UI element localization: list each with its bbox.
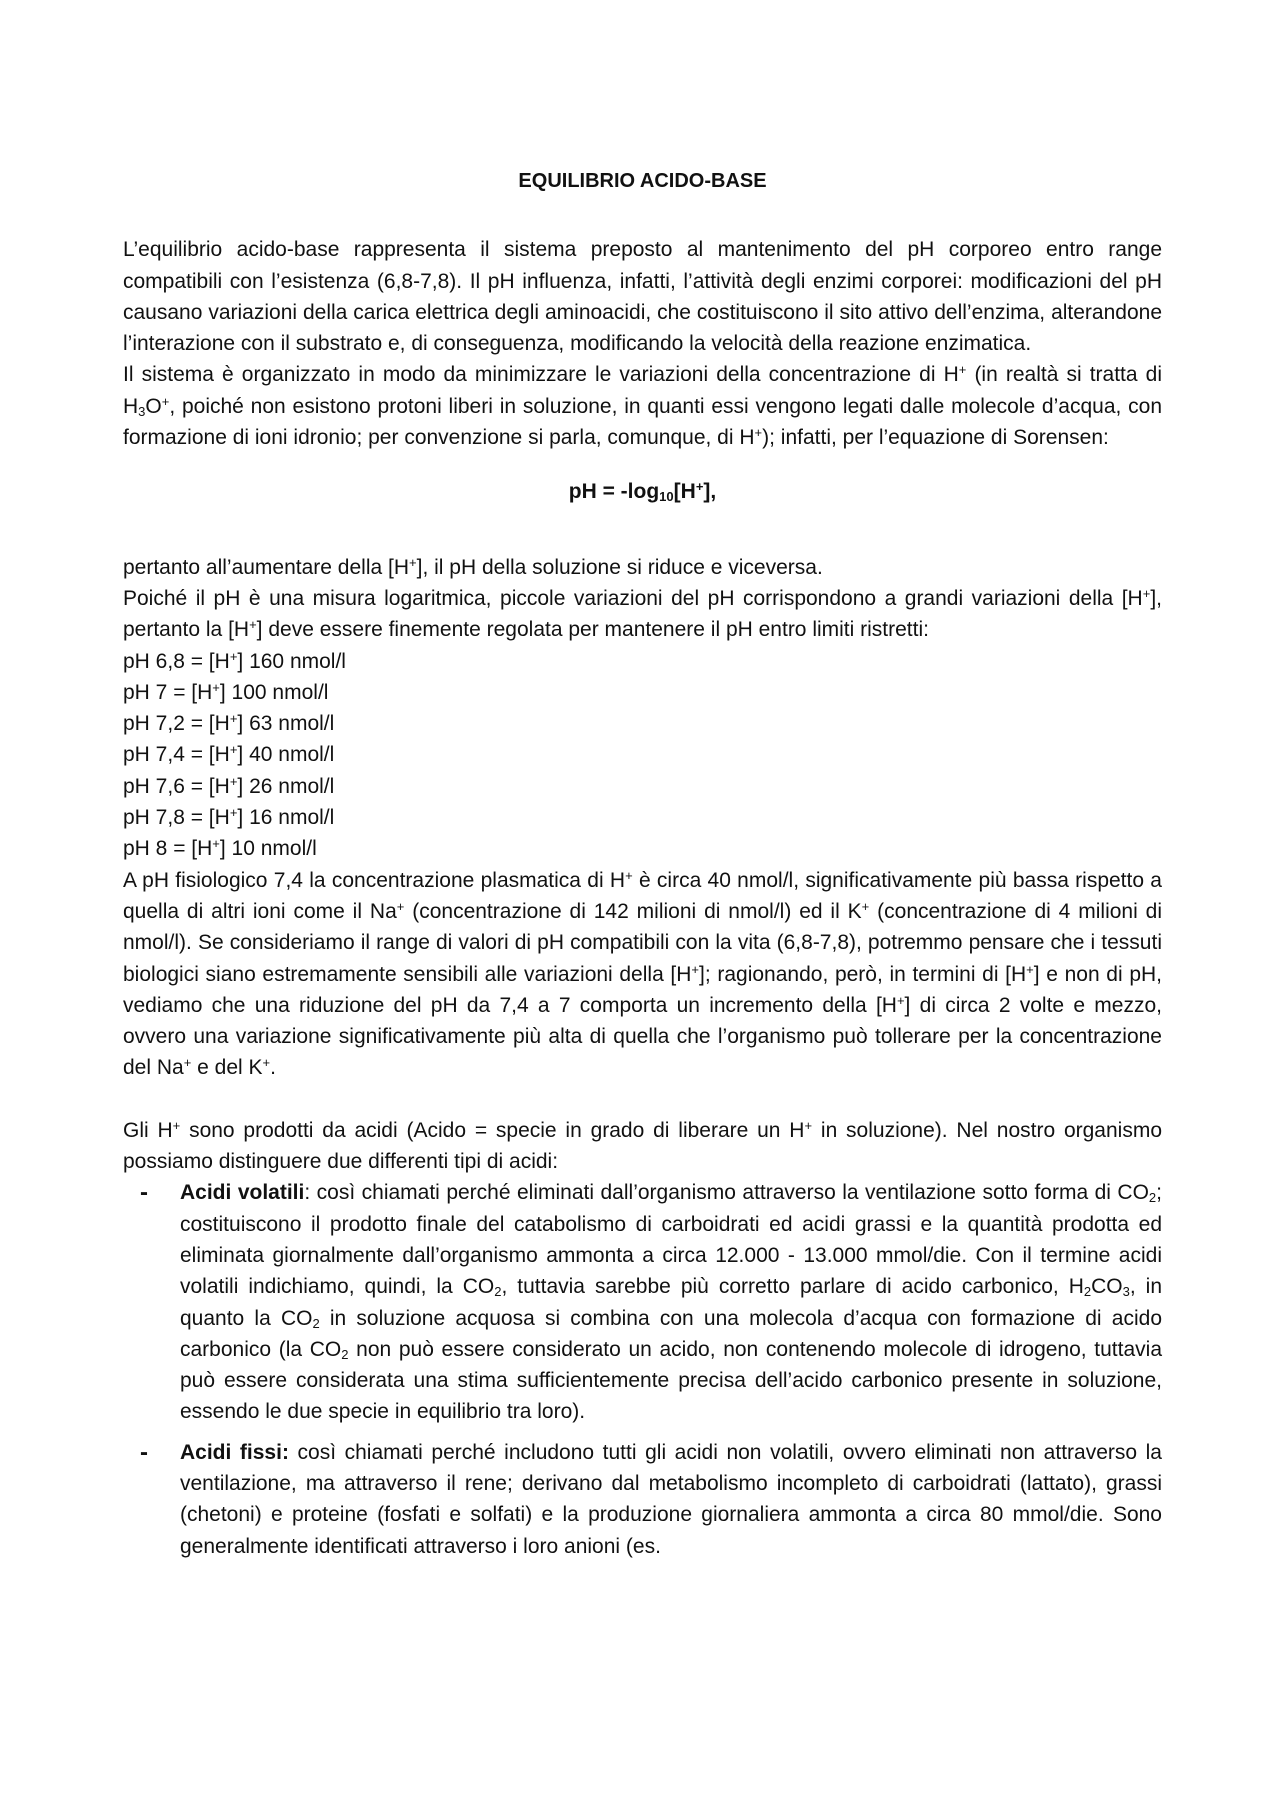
ph-row: pH 7,8 = [H+] 16 nmol/l [123,805,335,830]
ph-row: pH 7 = [H+] 100 nmol/l [123,679,329,704]
ph-row: pH 7,4 = [H+] 40 nmol/l [123,742,335,767]
document-title: EQUILIBRIO ACIDO-BASE [518,170,767,192]
acid-types-list [123,1177,1162,1562]
ph-concentration-list [123,646,1162,865]
term-volatile-acids: Acidi volatili [180,1181,305,1205]
ph-row: pH 8 = [H+] 10 nmol/l [123,836,317,861]
list-item-fixed-acids: - Acidi fissi: così chiamati perché includono tutti gli acidi non volatili, ovvero eliminati non attraverso la ventilazione, ma attraverso il rene; derivano dal metabolismo incompleto di carboidrati (lattato), grassi (chetoni) e proteine (fosfati e solfati) e la produzione giornaliera ammonta a circa 80 mmol/die. Sono generalmente identificati attraverso i loro anioni (es. [140,1438,1162,1558]
term-fixed-acids: Acidi fissi: [180,1440,289,1464]
ph-row: pH 7,2 = [H+] 63 nmol/l [123,711,335,736]
dash-bullet-icon: - [140,1179,148,1207]
dash-bullet-icon: - [140,1438,148,1466]
physiological-paragraph: A pH fisiologico 7,4 la concentrazione plasmatica di H+ è circa 40 nmol/l, significativamente più bassa rispetto a quella di altri ioni come il Na+ (concentrazione di 142 milioni di nmol/l) ed il K+ (concentrazione di 4 milioni di nmol/l). Se consideriamo il range di valori di pH compatibili con la vita (6,8-7,8), potremmo pensare che i tessuti biologici siano estremamente sensibili alle variazioni della [H+]; ragionando, però, in termini di [H+] e non di pH, vediamo che una riduzione del pH da 7,4 a 7 comporta un incremento della [H+] di circa 2 volte e mezzo, ovvero una variazione significativamente più alta di quella che l’organismo può tollerare per la concentrazione del Na+ e del K+. [123,867,1162,1080]
ph-row: pH 7,6 = [H+] 26 nmol/l [123,773,335,798]
acids-intro-paragraph: Gli H+ sono prodotti da acidi (Acido = specie in grado di liberare un H+ in soluzione). Nel nostro organismo possiamo distinguere due differenti tipi di acidi: [123,1117,1162,1174]
logarithmic-paragraph: Poiché il pH è una misura logaritmica, piccole variazioni del pH corrispondono a grandi variazioni della [H+], pertanto la [H+] deve essere finemente regolata per mantenere il pH entro limiti ristretti: [123,585,1162,642]
paragraph-spacer [123,1084,1162,1115]
formula-consequence: pertanto all’aumentare della [H+], il pH della soluzione si riduce e viceversa. [123,554,823,579]
sorensen-formula: pH = $-\log_{10}[H^+]$, [568,479,717,505]
intro-paragraph-2: Il sistema è organizzato in modo da minimizzare le variazioni della concentrazione di H+ (in realtà si tratta di $H_3O^+$, poiché non esistono protoni liberi in soluzione, in quanti essi vengono legati dalle molecole d’acqua, con formazione di ioni idronio; per convenzione si parla, comunque, di H+); infatti, per l’equazione di Sorensen: [123,362,1162,450]
intro-paragraph-1: L’equilibrio acido-base rappresenta il sistema preposto al mantenimento del pH corporeo entro range compatibili con l’esistenza (6,8-7,8). Il pH influenza, infatti, l’attività degli enzimi corporei: modificazioni del pH causano variazioni della carica elettrica degli aminoacidi, che costituiscono il sito attivo dell’enzima, alterandone l’interazione con il substrato e, di conseguenza, modificando la velocità della reazione enzimatica. [123,238,1162,356]
list-item-volatile-acids: - Acidi volatili: così chiamati perché eliminati dall’organismo attraverso la ventilazione sotto forma di $CO_2$; costituiscono il prodotto finale del catabolismo di carboidrati ed acidi grassi e la quantità prodotta ed eliminata giornalmente dall’organismo ammonta a circa 12.000 - 13.000 mmol/die. Con il termine acidi volatili indichiamo, quindi, la $CO_2$, tuttavia sarebbe più corretto parlare di acido carbonico, $H_2CO_3$, in quanto la $CO_2$ in soluzione acquosa si combina con una molecola d’acqua con formazione di acido carbonico (la $CO_2$ non può essere considerato un acido, non contenendo molecole di idrogeno, tuttavia può essere considerata una stima sufficientemente precisa dell’acido carbonico presente in soluzione, essendo le due specie in equilibrio tra loro). [140,1179,1163,1424]
ph-row: pH 6,8 = [H+] 160 nmol/l [123,648,346,673]
